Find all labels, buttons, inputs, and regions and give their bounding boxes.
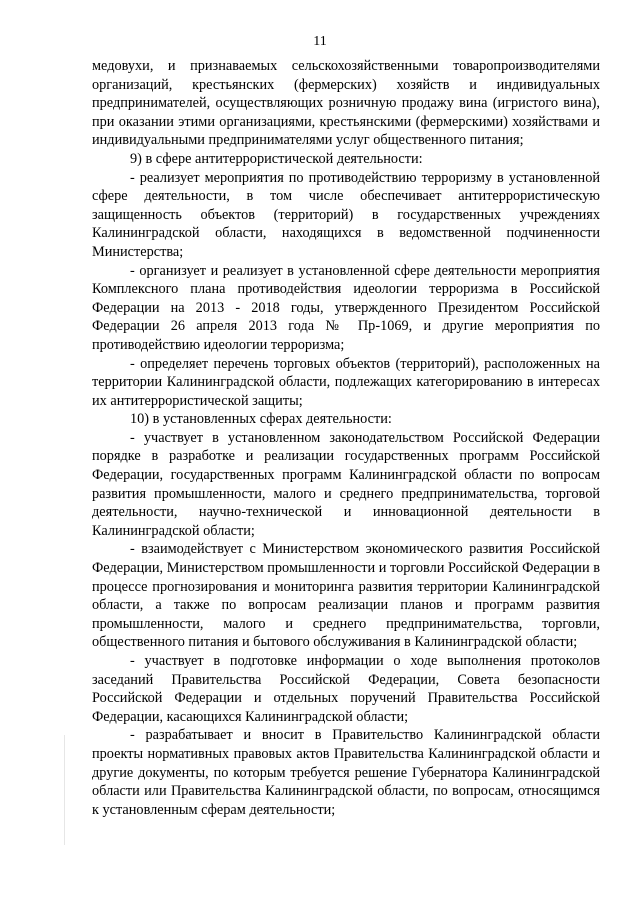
list-item: - разрабатывает и вносит в Правительство Калининградской области проекты нормативных правовых актов Правительства Калининградской области и другие документы, по которым требуется решение Губернатора Калининградской области или Правительства Калининградской области, по вопросам, относящимся к установленным сферам деятельности; — [92, 727, 600, 818]
list-item: - взаимодействует с Министерством экономического развития Российской Федерации, Министерством промышленности и торговли Российской Федерации в процессе прогнозирования и мониторинга развития территории Калининградской области, а также по вопросам реализации планов и программ развития промышленности, малого и среднего предпринимательства, торговли, общественного питания и бытового обслуживания в Калининградской области; — [92, 541, 600, 651]
paragraph-continuation: медовухи, и признаваемых сельскохозяйственными товаропроизводителями организаций, крестьянских (фермерских) хозяйств и индивидуальных предпринимателей, осуществляющих розничную продажу вина (игристого вина), при оказании этими организациями, крестьянскими (фермерскими) хозяйствами и индивидуальными предпринимателями услуг общественного питания; — [92, 58, 600, 149]
scan-artifact-line — [64, 735, 65, 845]
list-item: - определяет перечень торговых объектов (территорий), расположенных на территории Калининградской области, подлежащих категорированию в интересах их антитеррористической защиты; — [92, 355, 600, 409]
page-number: 11 — [313, 34, 327, 49]
list-item: - участвует в подготовке информации о ходе выполнения протоколов заседаний Правительства Российской Федерации, Совета безопасности Российской Федерации и отдельных поручений Правительства Российской Федерации, касающихся Калининградской области; — [92, 653, 600, 725]
list-item: - участвует в установленном законодательством Российской Федерации порядке в разработке и реализации государственных программ Российской Федерации, государственных программ Калининградской области по вопросам развития промышленности, малого и среднего предпринимательства, торговой деятельности, научно-технической и инновационной деятельности в Калининградской области; — [92, 429, 600, 539]
item-10-heading: 10) в установленных сферах деятельности: — [130, 411, 392, 428]
list-item: - организует и реализует в установленной сфере деятельности мероприятия Комплексного плана противодействия идеологии терроризма в Российской Федерации на 2013 - 2018 годы, утвержденного Президентом Российской Федерации 26 апреля 2013 года № Пр-1069, и другие мероприятия по противодействию идеологии терроризма; — [92, 262, 600, 353]
document-body — [92, 57, 600, 819]
list-item: - реализует мероприятия по противодействию терроризму в установленной сфере деятельности, в том числе обеспечивает антитеррористическую защищенность объектов (территорий) в государственных учреждениях Калининградской области, находящихся в ведомственной подчиненности Министерства; — [92, 169, 600, 260]
item-9-heading: 9) в сфере антитеррористической деятельности: — [130, 150, 423, 167]
